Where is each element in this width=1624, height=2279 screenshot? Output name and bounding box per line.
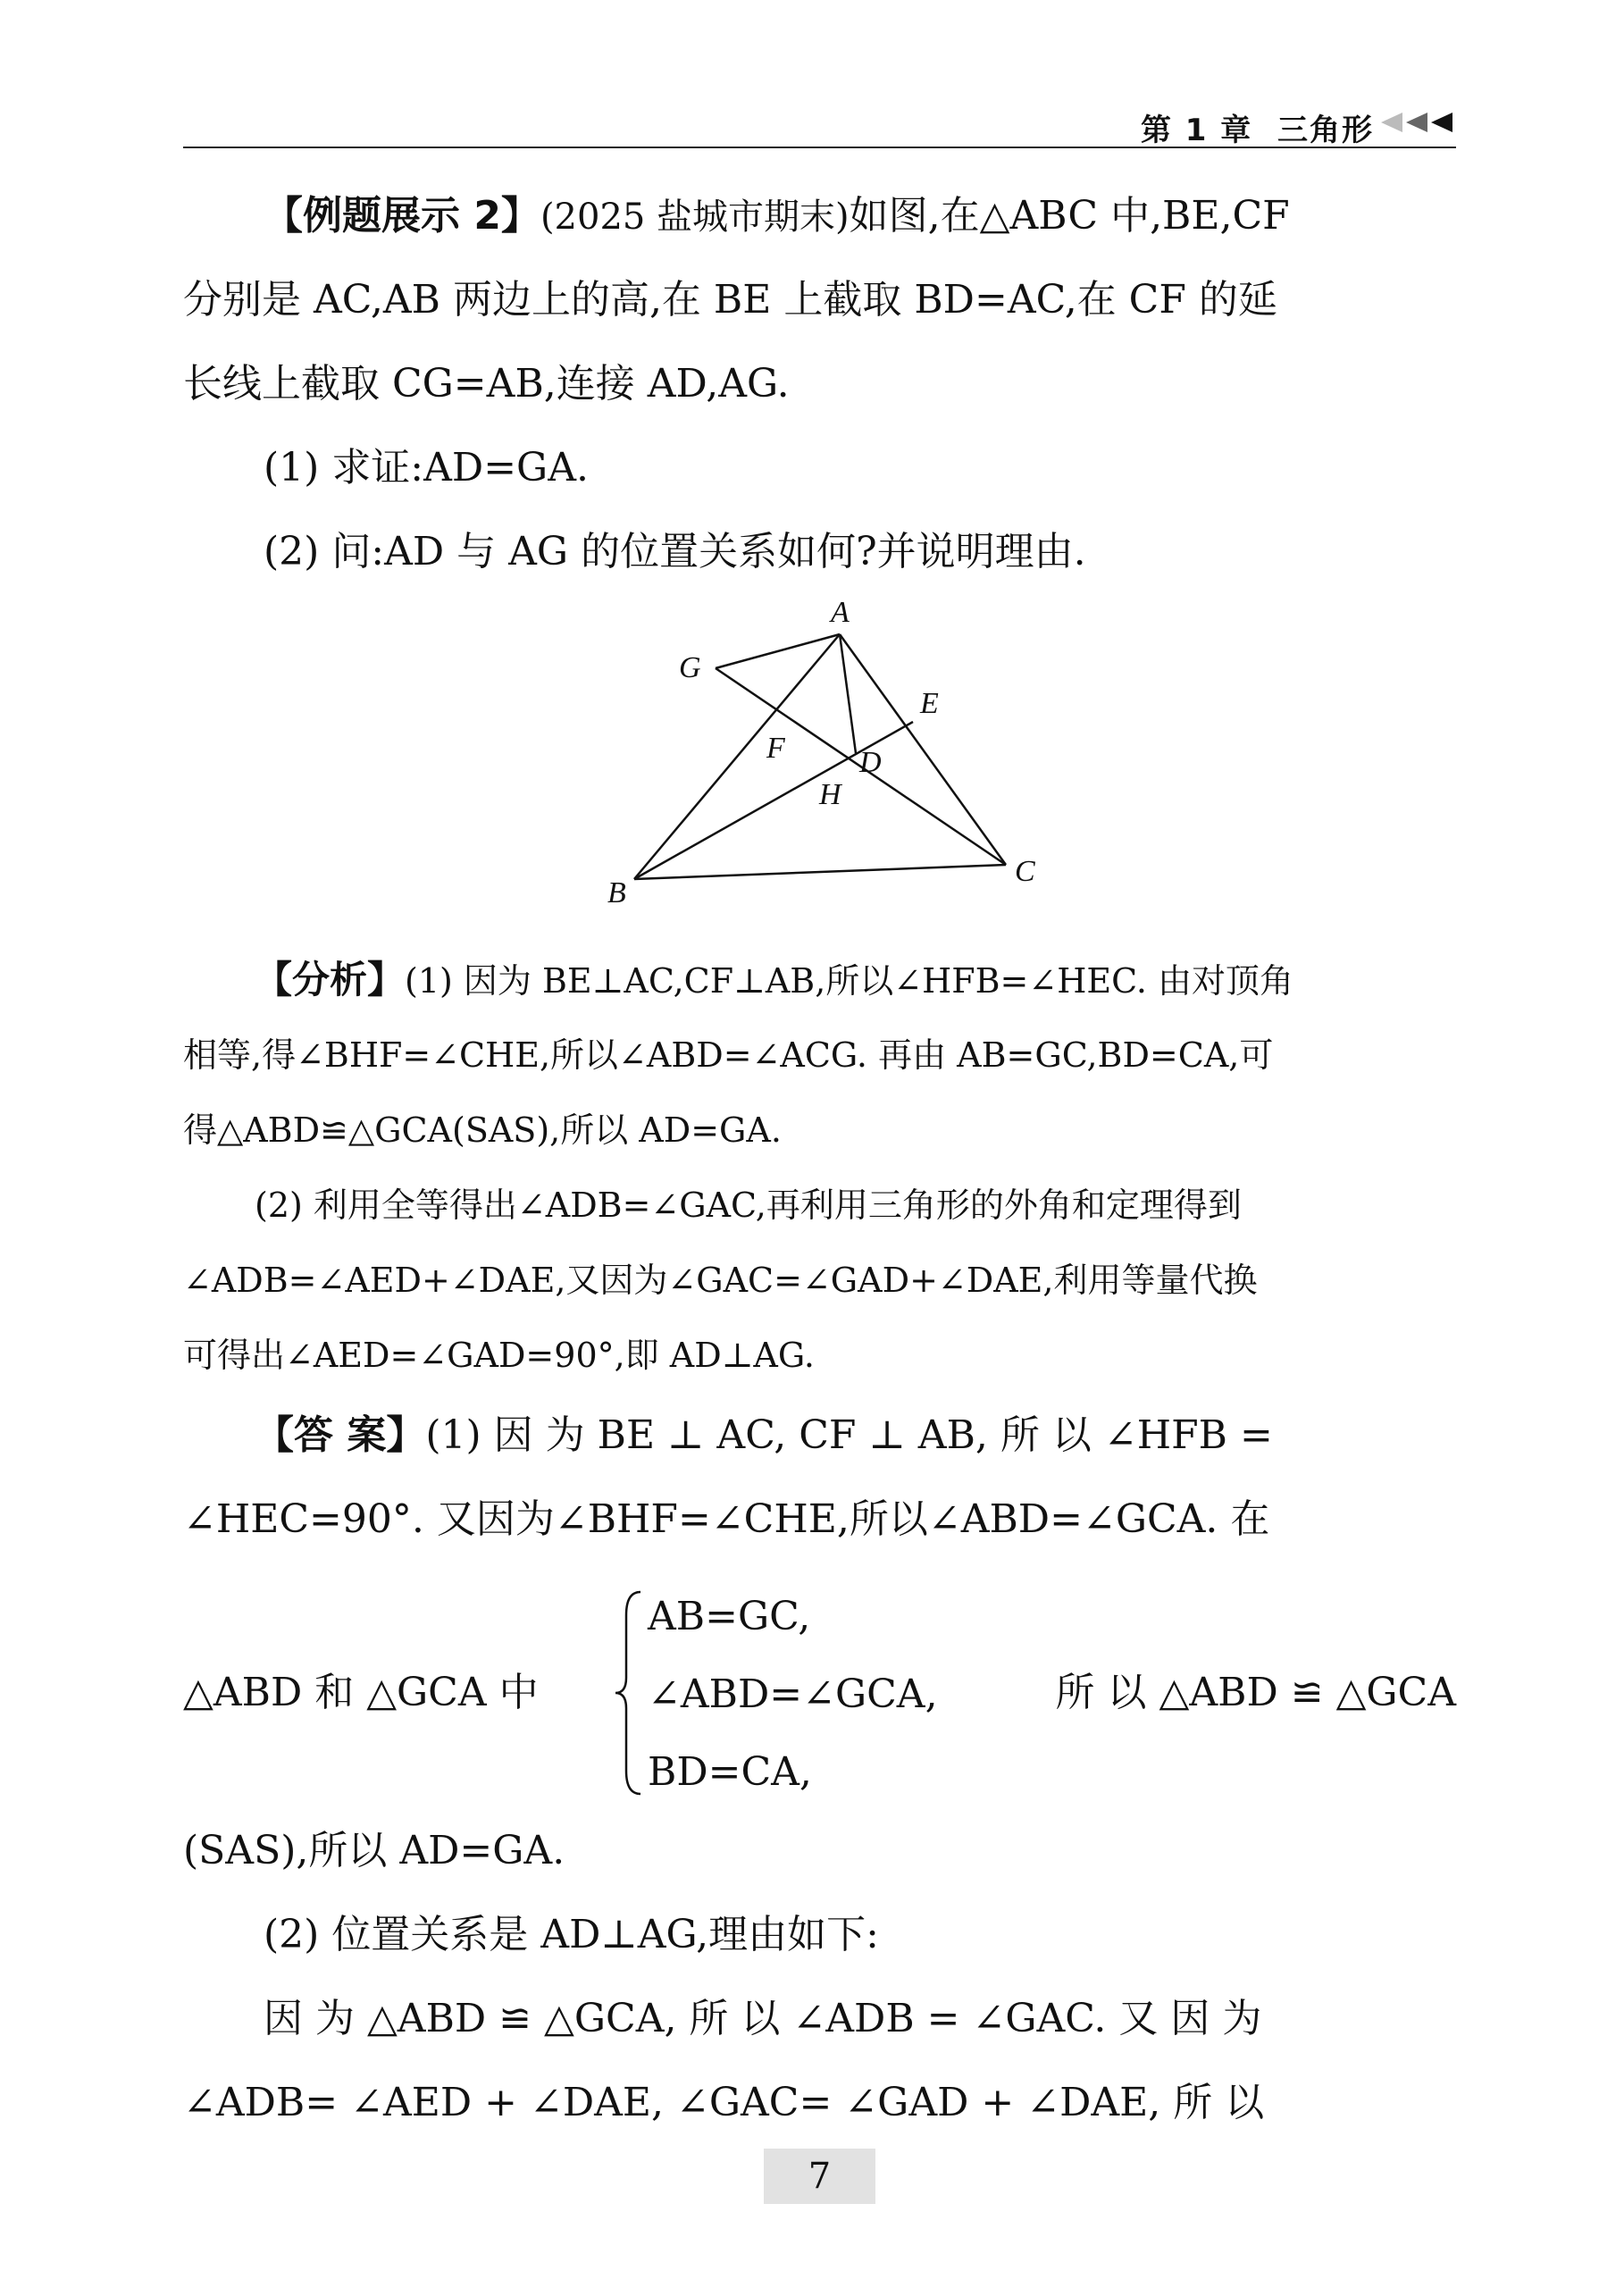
answer-part-2-line-2: 因 为 △ABD ≌ △GCA, 所 以 ∠ADB = ∠GAC. 又 因 为	[264, 1996, 1262, 2041]
analysis-line-2: 相等,得∠BHF=∠CHE,所以∠ABD=∠ACG. 再由 AB=GC,BD=CA,可	[183, 1035, 1274, 1075]
brace-suffix: 所 以 △ABD ≌ △GCA	[1055, 1670, 1456, 1715]
label-a: A	[831, 597, 850, 629]
analysis-line-4: (2) 利用全等得出∠ADB=∠GAC,再利用三角形的外角和定理得到	[255, 1186, 1242, 1225]
triangle-arrows-icon	[1379, 111, 1454, 134]
page-number: 7	[764, 2149, 875, 2204]
label-b: B	[607, 876, 626, 909]
chapter-title: 三角形	[1277, 113, 1374, 148]
geometry-figure	[607, 597, 1054, 918]
congruence-conditions	[183, 1581, 1456, 1805]
problem-source: (2025 盐城市期末)	[540, 197, 850, 238]
label-d: D	[859, 746, 882, 779]
label-e: E	[920, 687, 939, 720]
answer-text: (1) 因 为 BE ⊥ AC, CF ⊥ AB, 所 以 ∠HFB =	[425, 1412, 1273, 1458]
analysis-line-6: 可得出∠AED=∠GAD=90°,即 AD⊥AG.	[183, 1336, 815, 1375]
chapter-number: 第 1 章	[1140, 113, 1253, 148]
label-h: H	[819, 778, 841, 811]
problem-line-2: 分别是 AC,AB 两边上的高,在 BE 上截取 BD=AC,在 CF 的延	[183, 277, 1277, 323]
analysis-line-5: ∠ADB=∠AED+∠DAE,又因为∠GAC=∠GAD+∠DAE,利用等量代换	[183, 1261, 1258, 1300]
question-1: (1) 求证:AD=GA.	[264, 445, 589, 490]
answer-part-2: (2) 位置关系是 AD⊥AG,理由如下:	[264, 1912, 879, 1957]
segment-ga	[716, 634, 840, 668]
brace-prefix: △ABD 和 △GCA 中	[183, 1670, 539, 1715]
question-2: (2) 问:AD 与 AG 的位置关系如何?并说明理由.	[264, 529, 1086, 574]
running-header	[183, 100, 1456, 148]
segment-bc	[634, 865, 1006, 879]
chapter-heading	[1141, 105, 1374, 149]
analysis-text: (1) 因为 BE⊥AC,CF⊥AB,所以∠HFB=∠HEC. 由对顶角	[405, 961, 1293, 1001]
answer-line-1	[183, 1394, 1528, 1478]
problem-label: 【例题展示 2】	[264, 193, 540, 239]
problem-line-3: 长线上截取 CG=AB,连接 AD,AG.	[183, 361, 790, 406]
brace-condition-3: BD=CA,	[648, 1749, 812, 1795]
problem-line-1	[183, 174, 1456, 259]
brace-condition-1: AB=GC,	[648, 1594, 811, 1639]
segment-ab	[634, 634, 840, 879]
analysis-line-3: 得△ABD≌△GCA(SAS),所以 AD=GA.	[183, 1110, 782, 1150]
answer-sas-line: (SAS),所以 AD=GA.	[183, 1828, 565, 1873]
answer-part-2-line-3: ∠ADB= ∠AED + ∠DAE, ∠GAC= ∠GAD + ∠DAE, 所 以	[183, 2080, 1265, 2125]
analysis-line-1	[183, 943, 1528, 1018]
answer-line-2: ∠HEC=90°. 又因为∠BHF=∠CHE,所以∠ABD=∠GCA. 在	[183, 1496, 1270, 1542]
left-brace-icon	[614, 1588, 644, 1797]
label-f: F	[766, 732, 785, 765]
answer-label: 【答 案】	[255, 1412, 426, 1458]
problem-text: 如图,在△ABC 中,BE,CF	[849, 193, 1290, 239]
brace-condition-2: ∠ABD=∠GCA,	[648, 1672, 938, 1717]
label-g: G	[679, 651, 701, 684]
analysis-label: 【分析】	[255, 958, 406, 1001]
label-c: C	[1015, 855, 1035, 888]
